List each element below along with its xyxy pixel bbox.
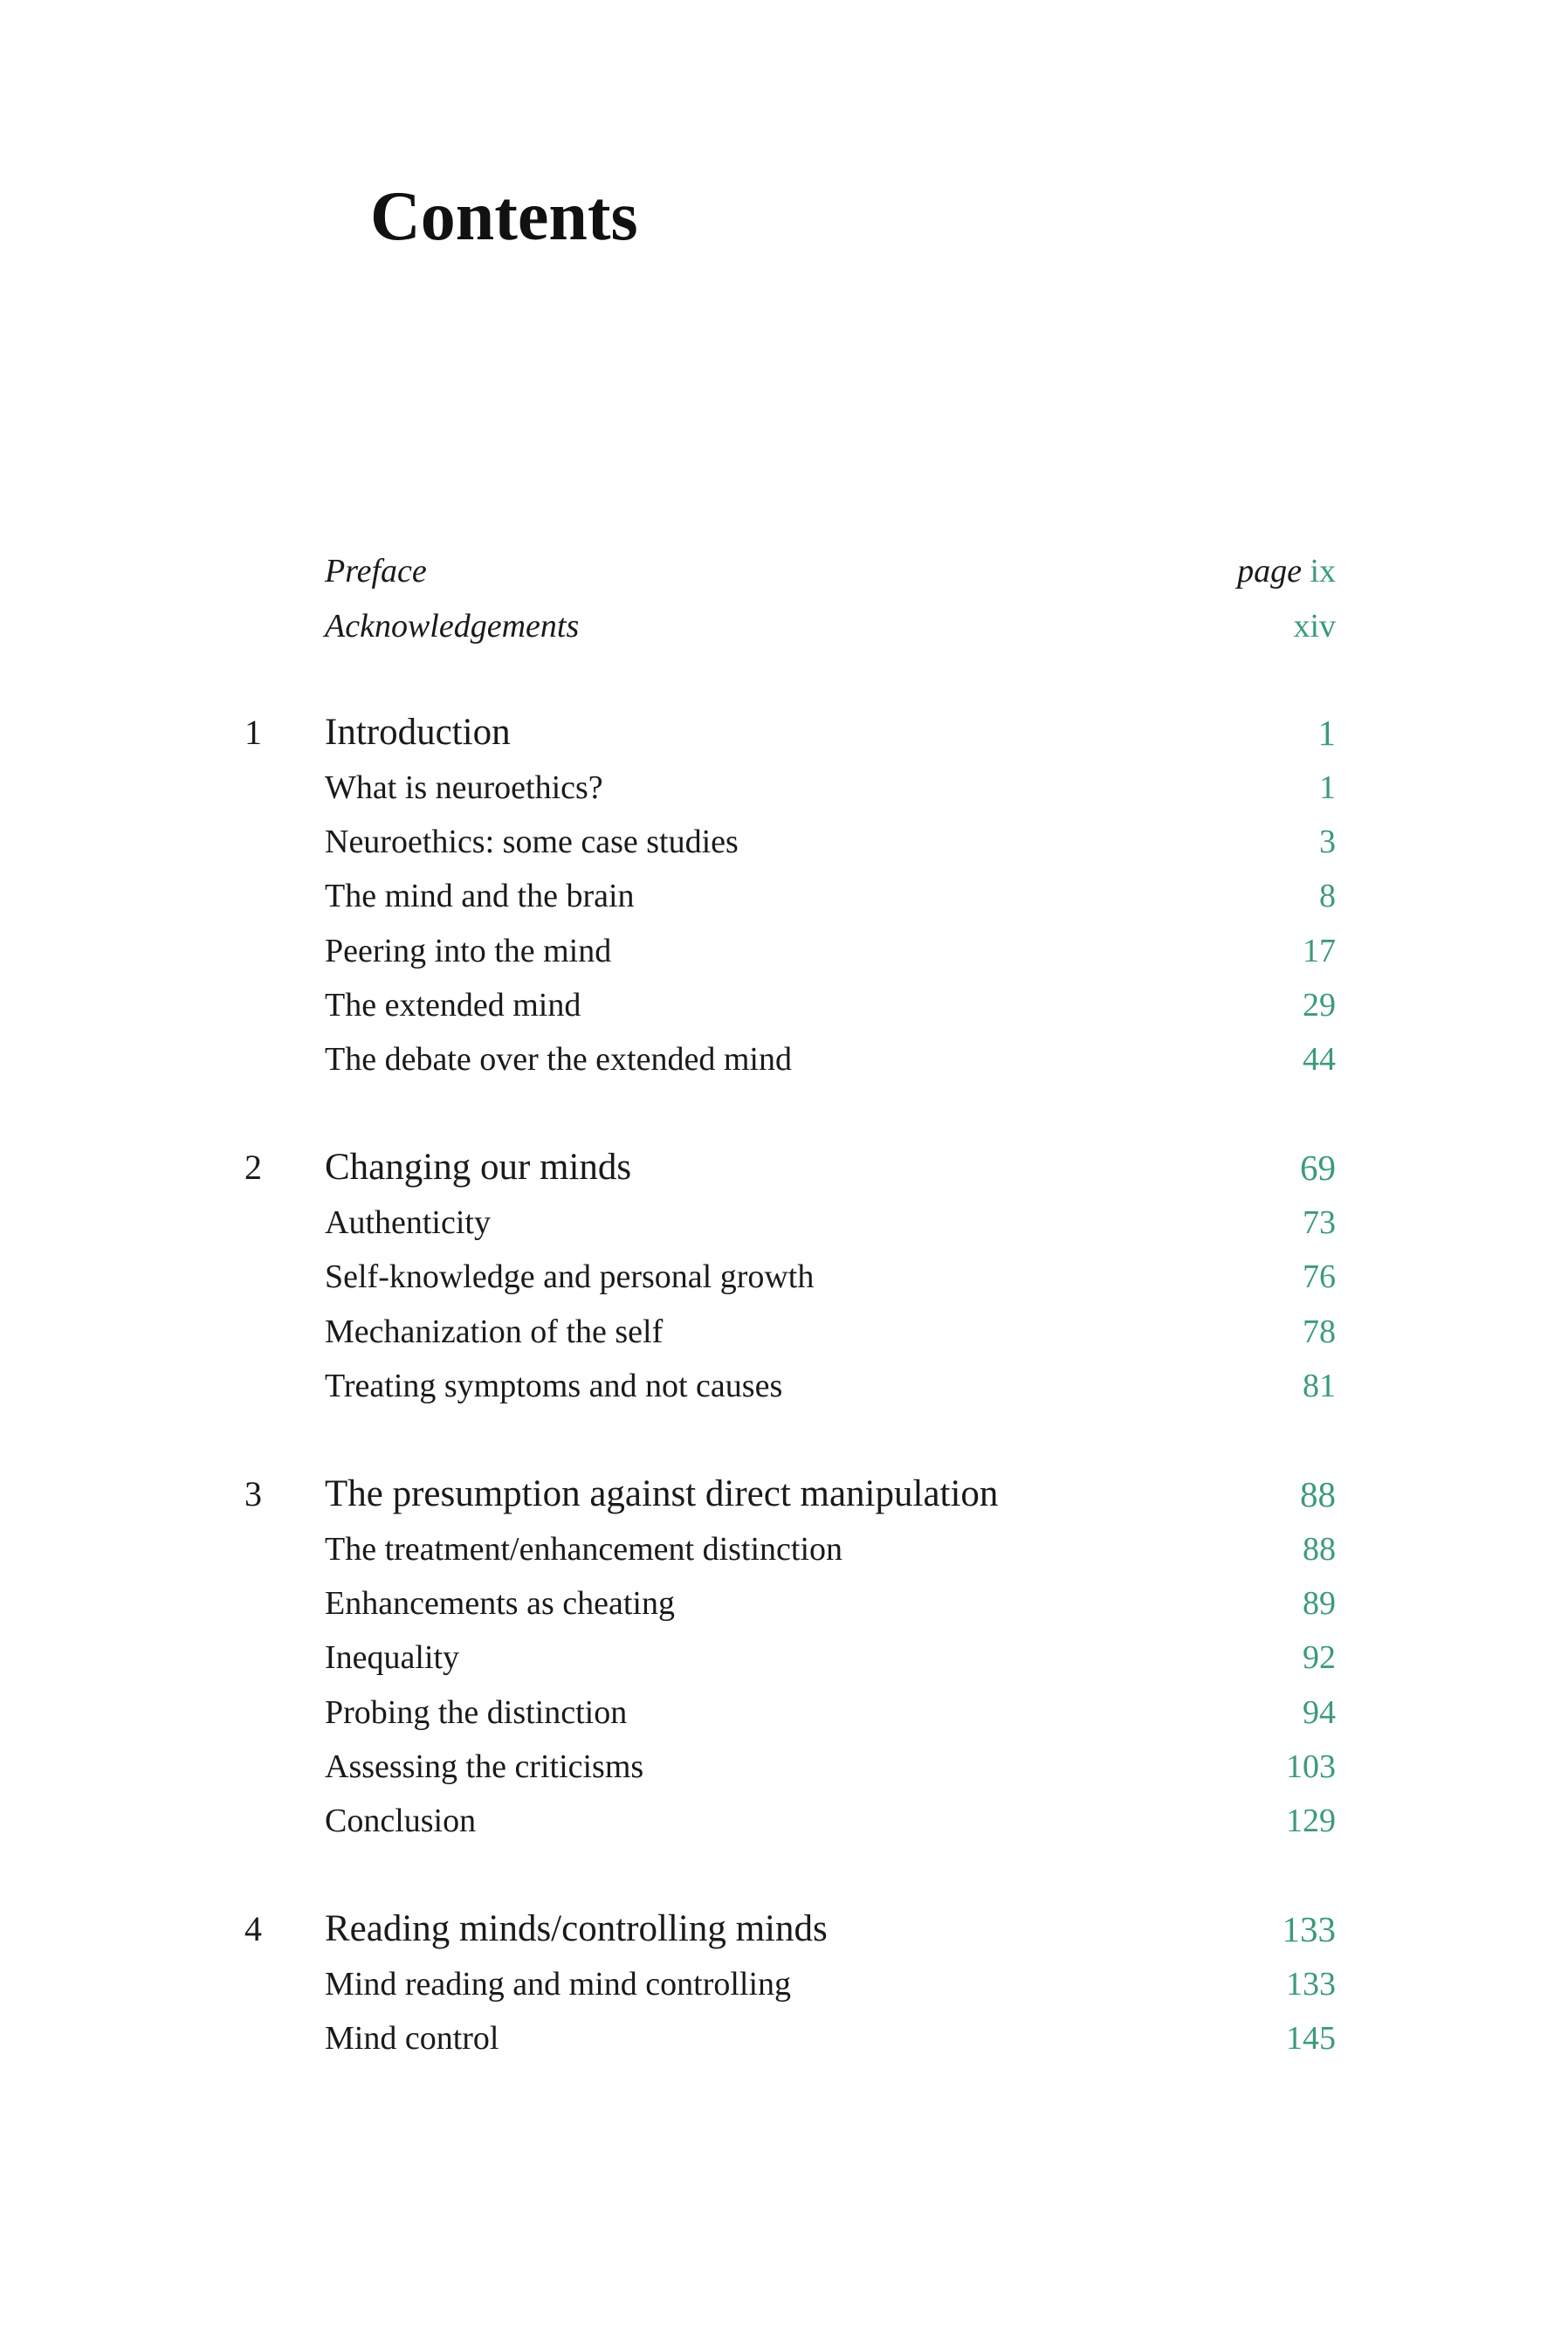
section-label: Enhancements as cheating xyxy=(325,1585,675,1622)
toc-section[interactable] xyxy=(0,1362,1568,1410)
toc-chapter-4[interactable] xyxy=(0,1905,1568,1954)
section-label: Conclusion xyxy=(325,1803,477,1839)
toc-section[interactable] xyxy=(0,981,1568,1030)
section-page: 78 xyxy=(1303,1313,1336,1350)
chapter-page: 133 xyxy=(1282,1909,1336,1949)
section-page: 88 xyxy=(1303,1531,1336,1568)
section-page: 92 xyxy=(1303,1639,1336,1676)
toc-section[interactable] xyxy=(0,1742,1568,1791)
toc-entry-label: Preface xyxy=(325,553,427,589)
section-label: Mind reading and mind controlling xyxy=(325,1966,792,2003)
toc-entry-label: Acknowledgements xyxy=(325,608,580,645)
section-label: The mind and the brain xyxy=(325,878,635,914)
toc-section[interactable] xyxy=(0,763,1568,812)
section-page: 129 xyxy=(1286,1803,1336,1839)
section-label: Mechanization of the self xyxy=(325,1313,664,1350)
section-label: Mind control xyxy=(325,2020,499,2057)
section-label: The debate over the extended mind xyxy=(325,1041,792,1078)
toc-section[interactable] xyxy=(0,1579,1568,1628)
section-label: The treatment/enhancement distinction xyxy=(325,1531,843,1568)
section-page: 145 xyxy=(1286,2020,1336,2057)
chapter-page: 69 xyxy=(1300,1148,1336,1188)
section-label: What is neuroethics? xyxy=(325,769,603,806)
toc-section[interactable] xyxy=(0,1035,1568,1084)
toc-section[interactable] xyxy=(0,1796,1568,1845)
toc-entry-page: xiv xyxy=(1293,608,1336,645)
chapter-title: Changing our minds xyxy=(325,1147,632,1188)
chapter-number: 1 xyxy=(244,713,262,752)
toc-chapter-1[interactable] xyxy=(0,708,1568,757)
page-prefix: page xyxy=(1237,553,1302,589)
section-page: 133 xyxy=(1286,1966,1336,2003)
chapter-title: The presumption against direct manipulation xyxy=(325,1473,999,1514)
page-number: ix xyxy=(1310,553,1336,589)
section-label: Assessing the criticisms xyxy=(325,1748,644,1785)
section-label: Peering into the mind xyxy=(325,933,612,969)
section-label: Treating symptoms and not causes xyxy=(325,1368,783,1404)
toc-entry-page xyxy=(1237,547,1336,596)
section-page: 1 xyxy=(1319,769,1336,806)
section-page: 3 xyxy=(1319,824,1336,860)
chapter-page: 88 xyxy=(1300,1474,1336,1514)
toc-section[interactable] xyxy=(0,2014,1568,2063)
section-page: 73 xyxy=(1303,1204,1336,1241)
page-title: Contents xyxy=(370,178,638,255)
toc-chapter-3[interactable] xyxy=(0,1470,1568,1519)
section-label: Probing the distinction xyxy=(325,1694,628,1731)
chapter-title: Reading minds/controlling minds xyxy=(325,1908,828,1949)
section-page: 44 xyxy=(1303,1041,1336,1078)
section-page: 17 xyxy=(1303,933,1336,969)
toc-section[interactable] xyxy=(0,1307,1568,1356)
toc-section[interactable] xyxy=(0,1688,1568,1737)
chapter-page: 1 xyxy=(1317,713,1336,753)
section-page: 89 xyxy=(1303,1585,1336,1622)
toc-section[interactable] xyxy=(0,927,1568,976)
section-label: Self-knowledge and personal growth xyxy=(325,1258,815,1295)
toc-chapter-2[interactable] xyxy=(0,1143,1568,1192)
section-page: 8 xyxy=(1319,878,1336,914)
section-label: Inequality xyxy=(325,1639,460,1676)
section-label: The extended mind xyxy=(325,987,581,1024)
section-label: Neuroethics: some case studies xyxy=(325,824,739,860)
toc-section[interactable] xyxy=(0,1198,1568,1247)
toc-section[interactable] xyxy=(0,1633,1568,1682)
section-page: 103 xyxy=(1286,1748,1336,1785)
section-page: 81 xyxy=(1303,1368,1336,1404)
toc-section[interactable] xyxy=(0,1960,1568,2009)
toc-entry-acknowledgements[interactable] xyxy=(0,602,1568,651)
section-page: 76 xyxy=(1303,1258,1336,1295)
section-label: Authenticity xyxy=(325,1204,491,1241)
chapter-title: Introduction xyxy=(325,712,511,753)
section-page: 94 xyxy=(1303,1694,1336,1731)
toc-section[interactable] xyxy=(0,1525,1568,1574)
chapter-number: 4 xyxy=(244,1909,262,1948)
toc-section[interactable] xyxy=(0,1252,1568,1301)
chapter-number: 2 xyxy=(244,1148,262,1187)
chapter-number: 3 xyxy=(244,1474,262,1513)
toc-entry-preface[interactable] xyxy=(0,547,1568,596)
toc-section[interactable] xyxy=(0,817,1568,866)
section-page: 29 xyxy=(1303,987,1336,1024)
toc-section[interactable] xyxy=(0,872,1568,920)
